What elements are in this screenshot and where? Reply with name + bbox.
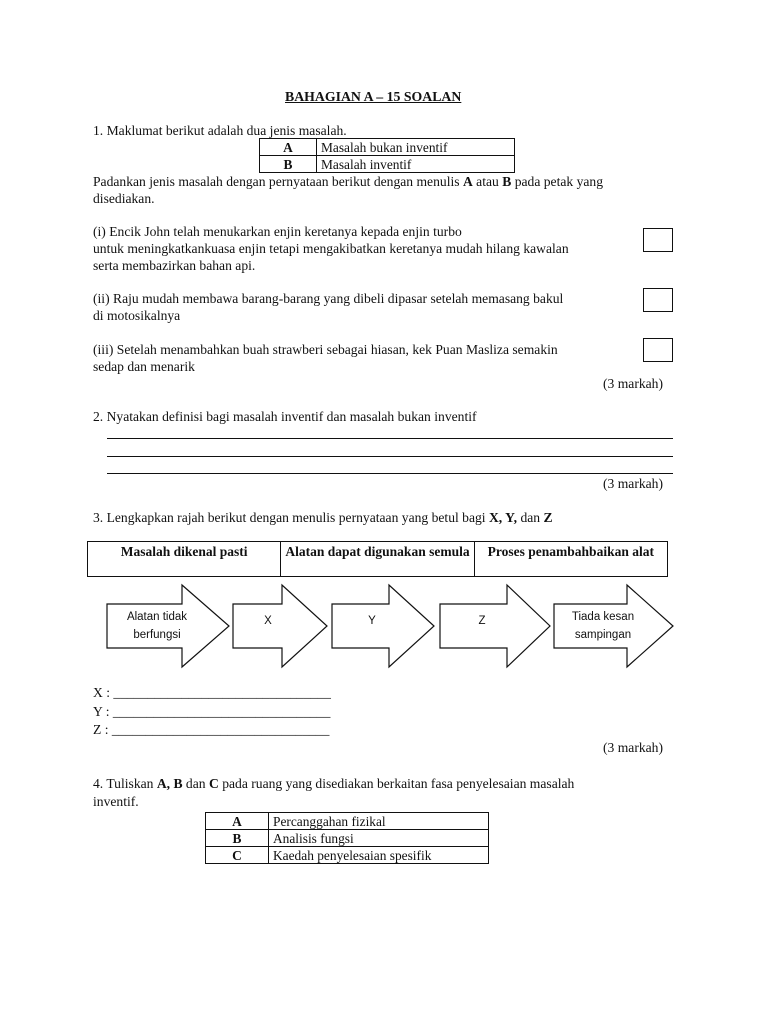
q3-question: 3. Lengkapkan rajah berikut dengan menulis pernyataan yang betul bagi X, Y, dan Z [93,510,553,525]
q1-item-ii-line2: di motosikalnya [93,308,181,323]
q4-value-b: Analisis fungsi [269,830,489,847]
q3-answer-y[interactable]: Y : ________________________________ [93,704,331,719]
q4-value-c: Kaedah penyelesaian spesifik [269,847,489,864]
page-title: BAHAGIAN A – 15 SOALAN [285,89,462,104]
q1-item-ii-line1: (ii) Raju mudah membawa barang-barang yang dibeli dipasar setelah memasang bakul [93,291,564,306]
q1-item-i-line1: (i) Encik John telah menukarkan enjin keretanya kepada enjin turbo [93,224,462,239]
q3-header-2: Alatan dapat digunakan semula [281,542,474,576]
q4-table [205,812,489,864]
table-row [206,847,489,864]
q4-question: 4. Tuliskan A, B dan C pada ruang yang disediakan berkaitan fasa penyelesaian masalah [93,776,575,791]
q1-item-iii-line2: sedap dan menarik [93,359,195,374]
q2-marks: (3 markah) [603,476,664,491]
q3-marks: (3 markah) [603,740,664,755]
q1-item-i-line2: untuk meningkatkankuasa enjin tetapi mengakibatkan keretanya mudah hilang kawalan [93,241,569,256]
table-row [206,830,489,847]
q1-key-b: B [260,156,317,173]
arrow-1-label: Alatan tidak berfungsi [126,611,188,641]
q1-key-a: A [260,139,317,156]
q1-instruction: Padankan jenis masalah dengan pernyataan berikut dengan menulis A atau B pada petak yang [93,174,604,189]
q1-marks: (3 markah) [603,376,664,391]
q3-header-3: Proses penambahbaikan alat [487,544,654,559]
q4-value-a: Percanggahan fizikal [269,813,489,830]
arrow-5-label: Tiada kesan sampingan [571,611,635,641]
q4-key-c: C [206,847,269,864]
q1-item-i-line3: serta membazirkan bahan api. [93,258,256,273]
q2-question: 2. Nyatakan definisi bagi masalah inventif dan masalah bukan inventif [93,409,477,424]
q3-answer-x[interactable]: X : ________________________________ [93,685,331,700]
arrow-x [233,585,327,667]
q3-answer-z[interactable]: Z : ________________________________ [93,722,330,737]
q1-item-iii-line1: (iii) Setelah menambahkan buah strawberi sebagai hiasan, kek Puan Masliza semakin [93,342,558,357]
q1-intro: 1. Maklumat berikut adalah dua jenis masalah. [93,123,347,138]
q3-header-1: Masalah dikenal pasti [88,542,281,576]
q1-instruction-line2: disediakan. [93,191,155,206]
table-row [206,813,489,830]
arrow-y-label: Y [368,615,376,627]
q4-key-b: B [206,830,269,847]
q4-question-line2: inventif. [93,794,139,809]
q1-value-a: Masalah bukan inventif [317,139,515,156]
arrow-x-label: X [264,615,272,627]
arrow-z [440,585,550,667]
q4-key-a: A [206,813,269,830]
q1-value-b: Masalah inventif [317,156,515,173]
arrow-y [332,585,434,667]
arrow-z-label: Z [478,615,486,627]
